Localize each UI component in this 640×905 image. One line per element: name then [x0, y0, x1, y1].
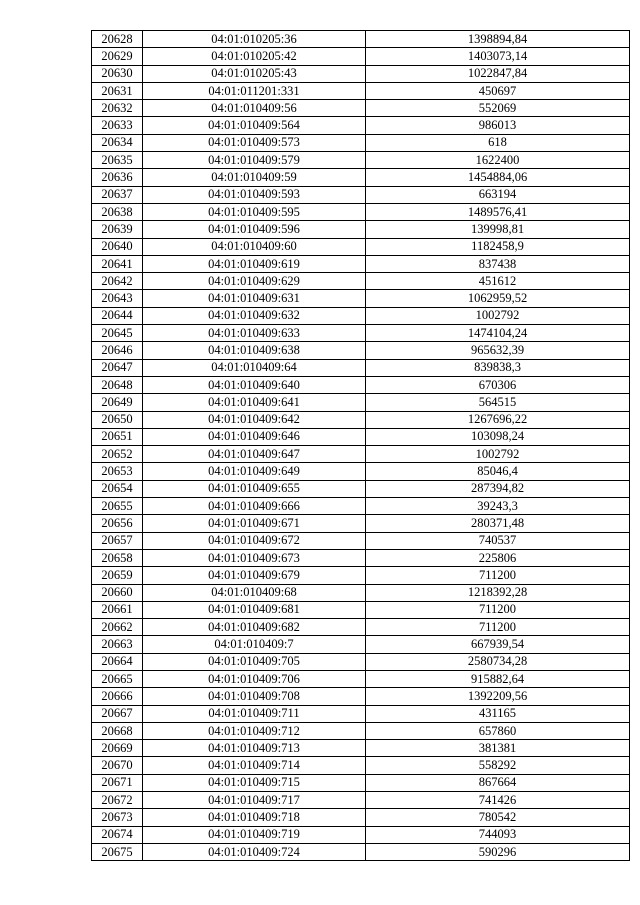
row-number-cell: 20636: [92, 169, 143, 186]
table-row: [92, 722, 630, 739]
cadastral-value-cell: 2580734,28: [366, 653, 630, 670]
cadastral-number-cell: 04:01:010409:714: [143, 757, 366, 774]
cadastral-value-cell: 744093: [366, 826, 630, 843]
cadastral-number-cell: 04:01:010409:655: [143, 480, 366, 497]
cadastral-number-cell: 04:01:010409:724: [143, 843, 366, 860]
table-row: [92, 670, 630, 687]
table-row: [92, 428, 630, 445]
row-number-cell: 20664: [92, 653, 143, 670]
row-number-cell: 20670: [92, 757, 143, 774]
cadastral-number-cell: 04:01:010409:596: [143, 221, 366, 238]
row-number-cell: 20675: [92, 843, 143, 860]
cadastral-value-cell: 287394,82: [366, 480, 630, 497]
cadastral-value-cell: 39243,3: [366, 498, 630, 515]
row-number-cell: 20644: [92, 307, 143, 324]
row-number-cell: 20669: [92, 740, 143, 757]
cadastral-value-cell: 103098,24: [366, 428, 630, 445]
table-row: [92, 307, 630, 324]
row-number-cell: 20638: [92, 203, 143, 220]
cadastral-value-cell: 1489576,41: [366, 203, 630, 220]
table-row: [92, 653, 630, 670]
cadastral-number-cell: 04:01:010409:715: [143, 774, 366, 791]
table-row: [92, 601, 630, 618]
cadastral-number-cell: 04:01:010409:60: [143, 238, 366, 255]
cadastral-value-cell: 670306: [366, 376, 630, 393]
row-number-cell: 20661: [92, 601, 143, 618]
table-row: [92, 515, 630, 532]
cadastral-number-cell: 04:01:010409:719: [143, 826, 366, 843]
cadastral-number-cell: 04:01:010409:713: [143, 740, 366, 757]
cadastral-value-cell: 1454884,06: [366, 169, 630, 186]
cadastral-number-cell: 04:01:010409:672: [143, 532, 366, 549]
cadastral-number-cell: 04:01:010409:68: [143, 584, 366, 601]
table-row: [92, 463, 630, 480]
table-row: [92, 186, 630, 203]
table-row: [92, 549, 630, 566]
table-row: [92, 532, 630, 549]
table-row: [92, 843, 630, 860]
table-row: [92, 636, 630, 653]
cadastral-value-cell: 139998,81: [366, 221, 630, 238]
table-row: [92, 826, 630, 843]
cadastral-number-cell: 04:01:010409:649: [143, 463, 366, 480]
table-row: [92, 584, 630, 601]
row-number-cell: 20657: [92, 532, 143, 549]
table-row: [92, 65, 630, 82]
row-number-cell: 20658: [92, 549, 143, 566]
row-number-cell: 20666: [92, 688, 143, 705]
table-row: [92, 100, 630, 117]
row-number-cell: 20630: [92, 65, 143, 82]
cadastral-value-cell: 965632,39: [366, 342, 630, 359]
table-row: [92, 117, 630, 134]
cadastral-value-cell: 1002792: [366, 446, 630, 463]
cadastral-value-cell: 1622400: [366, 152, 630, 169]
row-number-cell: 20647: [92, 359, 143, 376]
table-row: [92, 82, 630, 99]
cadastral-number-cell: 04:01:010409:647: [143, 446, 366, 463]
table-row: [92, 31, 630, 48]
row-number-cell: 20671: [92, 774, 143, 791]
cadastral-value-cell: 986013: [366, 117, 630, 134]
cadastral-value-cell: 740537: [366, 532, 630, 549]
cadastral-value-cell: 839838,3: [366, 359, 630, 376]
cadastral-number-cell: 04:01:010409:681: [143, 601, 366, 618]
cadastral-number-cell: 04:01:010409:579: [143, 152, 366, 169]
table-row: [92, 740, 630, 757]
cadastral-value-cell: 837438: [366, 255, 630, 272]
row-number-cell: 20637: [92, 186, 143, 203]
cadastral-number-cell: 04:01:010205:43: [143, 65, 366, 82]
cadastral-number-cell: 04:01:010409:7: [143, 636, 366, 653]
cadastral-value-cell: 280371,48: [366, 515, 630, 532]
cadastral-number-cell: 04:01:010409:631: [143, 290, 366, 307]
row-number-cell: 20674: [92, 826, 143, 843]
table-row: [92, 238, 630, 255]
cadastral-value-cell: 1062959,52: [366, 290, 630, 307]
cadastral-value-cell: 618: [366, 134, 630, 151]
cadastral-value-cell: 1474104,24: [366, 325, 630, 342]
table-row: [92, 169, 630, 186]
cadastral-number-cell: 04:01:010409:633: [143, 325, 366, 342]
cadastral-value-table: [91, 30, 630, 861]
table-row: [92, 774, 630, 791]
cadastral-number-cell: 04:01:010409:640: [143, 376, 366, 393]
table-row: [92, 411, 630, 428]
table-row: [92, 221, 630, 238]
row-number-cell: 20642: [92, 273, 143, 290]
cadastral-number-cell: 04:01:010409:641: [143, 394, 366, 411]
cadastral-value-cell: 225806: [366, 549, 630, 566]
cadastral-number-cell: 04:01:010409:673: [143, 549, 366, 566]
cadastral-value-cell: 1002792: [366, 307, 630, 324]
cadastral-value-cell: 915882,64: [366, 670, 630, 687]
cadastral-number-cell: 04:01:010409:638: [143, 342, 366, 359]
cadastral-value-cell: 552069: [366, 100, 630, 117]
cadastral-value-cell: 711200: [366, 567, 630, 584]
cadastral-value-cell: 451612: [366, 273, 630, 290]
table-row: [92, 376, 630, 393]
row-number-cell: 20655: [92, 498, 143, 515]
row-number-cell: 20634: [92, 134, 143, 151]
table-row: [92, 480, 630, 497]
cadastral-number-cell: 04:01:010409:711: [143, 705, 366, 722]
cadastral-number-cell: 04:01:010409:717: [143, 792, 366, 809]
table-row: [92, 394, 630, 411]
row-number-cell: 20632: [92, 100, 143, 117]
cadastral-value-cell: 1022847,84: [366, 65, 630, 82]
row-number-cell: 20646: [92, 342, 143, 359]
table-row: [92, 446, 630, 463]
row-number-cell: 20662: [92, 619, 143, 636]
table-row: [92, 203, 630, 220]
table-row: [92, 567, 630, 584]
cadastral-value-cell: 1218392,28: [366, 584, 630, 601]
row-number-cell: 20672: [92, 792, 143, 809]
cadastral-value-cell: 1182458,9: [366, 238, 630, 255]
cadastral-number-cell: 04:01:010409:682: [143, 619, 366, 636]
row-number-cell: 20629: [92, 48, 143, 65]
cadastral-value-cell: 741426: [366, 792, 630, 809]
row-number-cell: 20654: [92, 480, 143, 497]
table-row: [92, 273, 630, 290]
cadastral-value-cell: 564515: [366, 394, 630, 411]
row-number-cell: 20653: [92, 463, 143, 480]
table-row: [92, 705, 630, 722]
row-number-cell: 20656: [92, 515, 143, 532]
table-row: [92, 325, 630, 342]
table-row: [92, 152, 630, 169]
cadastral-number-cell: 04:01:010409:595: [143, 203, 366, 220]
cadastral-value-cell: 450697: [366, 82, 630, 99]
table-row: [92, 359, 630, 376]
cadastral-number-cell: 04:01:010409:59: [143, 169, 366, 186]
table-row: [92, 342, 630, 359]
table-row: [92, 619, 630, 636]
cadastral-value-cell: 431165: [366, 705, 630, 722]
cadastral-value-cell: 780542: [366, 809, 630, 826]
cadastral-value-cell: 1267696,22: [366, 411, 630, 428]
row-number-cell: 20652: [92, 446, 143, 463]
cadastral-number-cell: 04:01:010409:712: [143, 722, 366, 739]
row-number-cell: 20673: [92, 809, 143, 826]
row-number-cell: 20635: [92, 152, 143, 169]
row-number-cell: 20668: [92, 722, 143, 739]
row-number-cell: 20639: [92, 221, 143, 238]
row-number-cell: 20651: [92, 428, 143, 445]
cadastral-value-cell: 711200: [366, 601, 630, 618]
table-row: [92, 134, 630, 151]
table-row: [92, 688, 630, 705]
cadastral-number-cell: 04:01:010409:706: [143, 670, 366, 687]
cadastral-value-cell: 558292: [366, 757, 630, 774]
row-number-cell: 20650: [92, 411, 143, 428]
cadastral-number-cell: 04:01:010409:619: [143, 255, 366, 272]
row-number-cell: 20641: [92, 255, 143, 272]
cadastral-number-cell: 04:01:010409:666: [143, 498, 366, 515]
row-number-cell: 20649: [92, 394, 143, 411]
cadastral-number-cell: 04:01:010409:718: [143, 809, 366, 826]
cadastral-value-cell: 1403073,14: [366, 48, 630, 65]
cadastral-number-cell: 04:01:010409:679: [143, 567, 366, 584]
row-number-cell: 20648: [92, 376, 143, 393]
row-number-cell: 20663: [92, 636, 143, 653]
cadastral-number-cell: 04:01:010409:573: [143, 134, 366, 151]
table-row: [92, 809, 630, 826]
cadastral-value-cell: 657860: [366, 722, 630, 739]
row-number-cell: 20660: [92, 584, 143, 601]
row-number-cell: 20640: [92, 238, 143, 255]
row-number-cell: 20645: [92, 325, 143, 342]
cadastral-number-cell: 04:01:010409:632: [143, 307, 366, 324]
cadastral-number-cell: 04:01:010409:671: [143, 515, 366, 532]
row-number-cell: 20628: [92, 31, 143, 48]
cadastral-number-cell: 04:01:010409:646: [143, 428, 366, 445]
row-number-cell: 20659: [92, 567, 143, 584]
cadastral-number-cell: 04:01:010409:56: [143, 100, 366, 117]
cadastral-number-cell: 04:01:010409:705: [143, 653, 366, 670]
cadastral-number-cell: 04:01:010409:564: [143, 117, 366, 134]
cadastral-value-cell: 667939,54: [366, 636, 630, 653]
table-row: [92, 48, 630, 65]
cadastral-number-cell: 04:01:010205:42: [143, 48, 366, 65]
table-body: [92, 31, 630, 861]
cadastral-value-cell: 711200: [366, 619, 630, 636]
cadastral-number-cell: 04:01:010409:642: [143, 411, 366, 428]
row-number-cell: 20631: [92, 82, 143, 99]
cadastral-value-cell: 663194: [366, 186, 630, 203]
table-row: [92, 255, 630, 272]
table-row: [92, 792, 630, 809]
cadastral-number-cell: 04:01:010409:64: [143, 359, 366, 376]
cadastral-value-cell: 1398894,84: [366, 31, 630, 48]
table-row: [92, 498, 630, 515]
cadastral-value-cell: 381381: [366, 740, 630, 757]
cadastral-number-cell: 04:01:010409:629: [143, 273, 366, 290]
table-row: [92, 757, 630, 774]
cadastral-number-cell: 04:01:011201:331: [143, 82, 366, 99]
cadastral-value-cell: 590296: [366, 843, 630, 860]
row-number-cell: 20667: [92, 705, 143, 722]
table-row: [92, 290, 630, 307]
row-number-cell: 20643: [92, 290, 143, 307]
row-number-cell: 20633: [92, 117, 143, 134]
cadastral-number-cell: 04:01:010205:36: [143, 31, 366, 48]
cadastral-value-cell: 1392209,56: [366, 688, 630, 705]
row-number-cell: 20665: [92, 670, 143, 687]
cadastral-value-cell: 867664: [366, 774, 630, 791]
cadastral-number-cell: 04:01:010409:708: [143, 688, 366, 705]
cadastral-number-cell: 04:01:010409:593: [143, 186, 366, 203]
cadastral-value-cell: 85046,4: [366, 463, 630, 480]
